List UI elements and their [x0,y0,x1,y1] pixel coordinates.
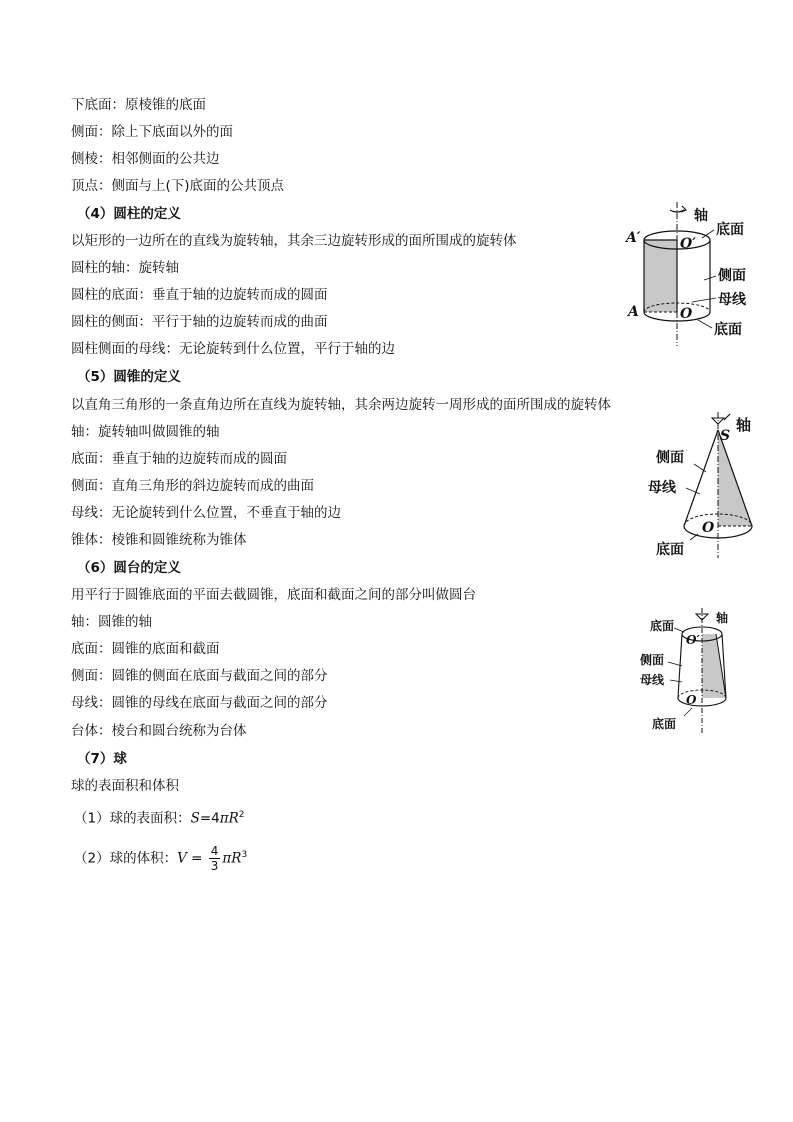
side-label: 侧面 [656,450,684,466]
top-base-label: 底面 [716,222,744,238]
point-A-prime: A′ [626,230,641,246]
section-heading-sphere: （7）球 [77,751,127,767]
text-line: 底面：圆锥的底面和截面 [71,641,220,657]
text-line: 用平行于圆锥底面的平面去截圆锥，底面和截面之间的部分叫做圆台 [71,587,476,603]
text-line: 圆柱的侧面：平行于轴的边旋转而成的曲面 [71,314,328,330]
var-S: S [190,810,200,827]
section-heading-cylinder: （4）圆柱的定义 [77,206,181,222]
apex-S: S [720,428,731,444]
text-line: 侧棱：相邻侧面的公共边 [71,151,220,167]
volume-formula [74,840,247,874]
cone-figure [640,408,790,560]
side-label: 侧面 [640,653,665,667]
point-O: O [680,306,693,322]
text-line: 顶点：侧面与上(下)底面的公共顶点 [71,178,285,194]
equals-4: =4 [199,810,220,827]
point-A: A [628,304,639,320]
top-base-label: 底面 [650,619,675,633]
text-line: 母线：无论旋转到什么位置，不垂直于轴的边 [71,505,341,521]
generatrix-label: 母线 [648,480,676,496]
text-line: 母线：圆锥的母线在底面与截面之间的部分 [71,695,328,711]
section-heading-frustum: （6）圆台的定义 [77,560,181,576]
text-line: 侧面：圆锥的侧面在底面与截面之间的部分 [71,668,328,684]
text-line: 球的表面积和体积 [71,778,179,794]
point-O: O [686,693,697,707]
section-heading-cone: （5）圆锥的定义 [77,369,181,385]
formula-label: （1）球的表面积： [74,810,191,827]
text-line: 锥体：棱锥和圆锥统称为锥体 [71,532,247,548]
exponent: 3 [241,850,248,860]
bottom-base-label: 底面 [652,717,677,731]
text-line: 圆柱侧面的母线：无论旋转到什么位置，平行于轴的边 [71,341,395,357]
text-line: 下底面：原棱锥的底面 [71,97,206,113]
fraction [209,844,221,873]
pi: π [219,810,229,827]
cylinder-figure [622,198,782,348]
axis-label: 轴 [736,416,752,434]
text-line: 侧面：直角三角形的斜边旋转而成的曲面 [71,478,314,494]
text-line: 台体：棱台和圆台统称为台体 [71,723,247,739]
frustum-figure [632,604,772,736]
side-label: 侧面 [718,268,746,284]
text-line: 底面：垂直于轴的边旋转而成的圆面 [71,451,287,467]
numerator: 4 [210,844,219,858]
generatrix-label: 母线 [718,292,746,308]
formula-label: （2）球的体积： [74,850,178,867]
generatrix-label: 母线 [640,673,665,687]
denominator: 3 [210,859,219,873]
point-O: O [702,520,715,536]
surface-area-formula [74,806,245,828]
var-R: R [231,850,242,867]
text-line: 侧面：除上下底面以外的面 [71,124,233,140]
var-R: R [228,810,239,827]
axis-label: 轴 [694,208,708,224]
axis-label: 轴 [716,611,729,625]
text-line: 轴：圆锥的轴 [71,614,152,630]
exponent: 2 [238,810,245,820]
base-label: 底面 [656,542,684,558]
point-O-prime: O′ [680,236,696,252]
var-V: V [177,850,187,867]
equals: = [186,850,207,867]
bottom-base-label: 底面 [714,322,742,338]
text-line: 圆柱的底面：垂直于轴的边旋转而成的圆面 [71,287,328,303]
point-O-prime: O′ [686,633,700,647]
pi: π [222,850,232,867]
text-line: 以直角三角形的一条直角边所在直线为旋转轴，其余两边旋转一周形成的面所围成的旋转体 [71,397,611,413]
text-line: 轴：旋转轴叫做圆锥的轴 [71,424,220,440]
text-line: 以矩形的一边所在的直线为旋转轴，其余三边旋转形成的面所围成的旋转体 [71,233,517,249]
text-line: 圆柱的轴：旋转轴 [71,260,179,276]
